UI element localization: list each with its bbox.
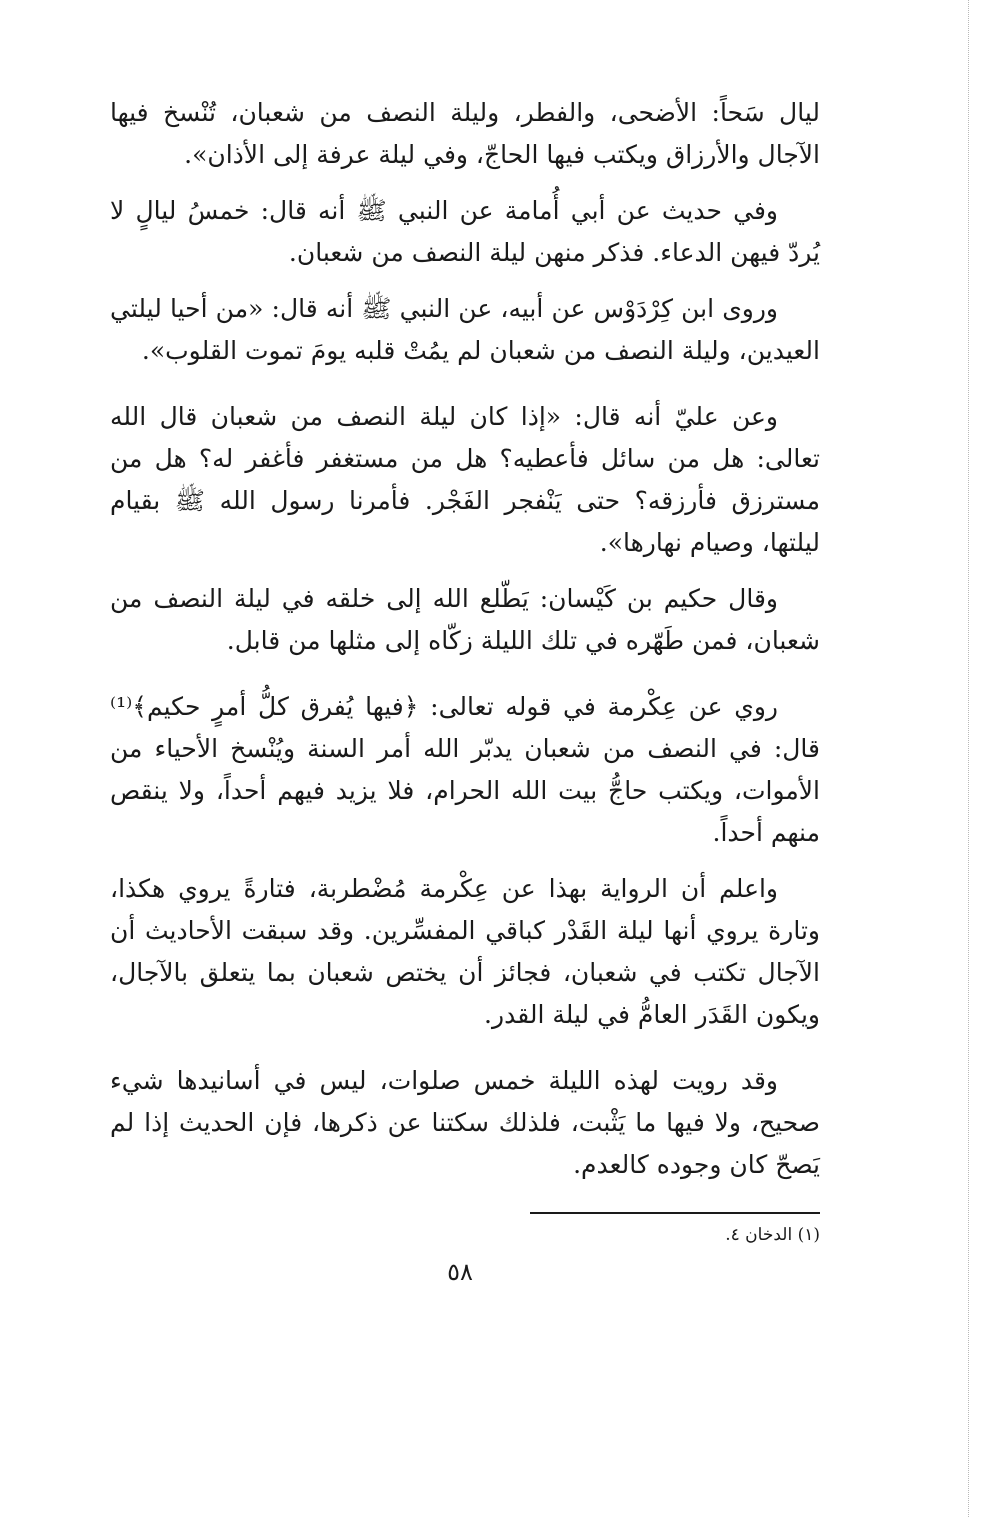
scan-edge-line: [968, 0, 970, 1517]
paragraph-8: وقد رويت لهذه الليلة خمس صلوات، ليس في أسانيدها شيء صحيح، ولا فيها ما يَثْبت، فلذلك سكتنا عن ذكرها، فإن الحديث إذا لم يَصحّ كان وجوده كالعدم.: [110, 1066, 820, 1179]
paragraph-3: وروى ابن كِرْدَوْس عن أبيه، عن النبي ﷺ أنه قال: «من أحيا ليلتي العيدين، وليلة النصف من شعبان لم يمُتْ قلبه يومَ تموت القلوب».: [110, 294, 820, 365]
paragraph-2: وفي حديث عن أبي أُمامة عن النبي ﷺ أنه قال: خمسُ ليالٍ لا يُردّ فيهن الدعاء. فذكر منهن ليلة النصف من شعبان.: [110, 196, 820, 267]
footnote-separator: [530, 1212, 820, 1214]
paragraph-1: ليال سَحاً: الأضحى، والفطر، وليلة النصف من شعبان، تُنْسخ فيها الآجال والأرزاق ويكتب فيها الحاجّ، وفي ليلة عرفة إلى الأذان».: [110, 98, 820, 169]
paragraph-4: وعن عليّ أنه قال: «إذا كان ليلة النصف من شعبان قال الله تعالى: هل من سائل فأعطيه؟ هل من مستغفر فأغفر له؟ هل من مسترزق فأرزقه؟ حتى يَنْفجر الفَجْر. فأمرنا رسول الله ﷺ بقيام ليلتها، وصيام نهارها».: [110, 402, 820, 557]
footnote: (١) الدخان ٤.: [725, 1225, 820, 1245]
paragraph-7: واعلم أن الرواية بهذا عن عِكْرمة مُضْطربة، فتارةً يروي هكذا، وتارة يروي أنها ليلة القَدْر كباقي المفسِّرين. وقد سبقت الأحاديث أن الآجال تكتب في شعبان، فجائز أن يختص شعبان بما يتعلق بالآجال، ويكون القَدَر العامُّ في ليلة القدر.: [110, 874, 820, 1029]
paragraph-5: وقال حكيم بن كَيْسان: يَطّلع الله إلى خلقه في ليلة النصف من شعبان، فمن طَهّره في تلك الليلة زكّاه إلى مثلها من قابل.: [110, 584, 820, 655]
page-number: ٥٨: [447, 1258, 473, 1286]
paragraph-6: روي عن عِكْرمة في قوله تعالى: ﴿فيها يُفرق كلُّ أمرٍ حكيم﴾⁽¹⁾ قال: في النصف من شعبان يدبّر الله أمر السنة ويُنْسخ الأحياء من الأموات، ويكتب حاجُّ بيت الله الحرام، فلا يزيد فيهم أحداً، ولا ينقص منهم أحداً.: [110, 692, 820, 847]
page-body: [110, 92, 820, 1248]
